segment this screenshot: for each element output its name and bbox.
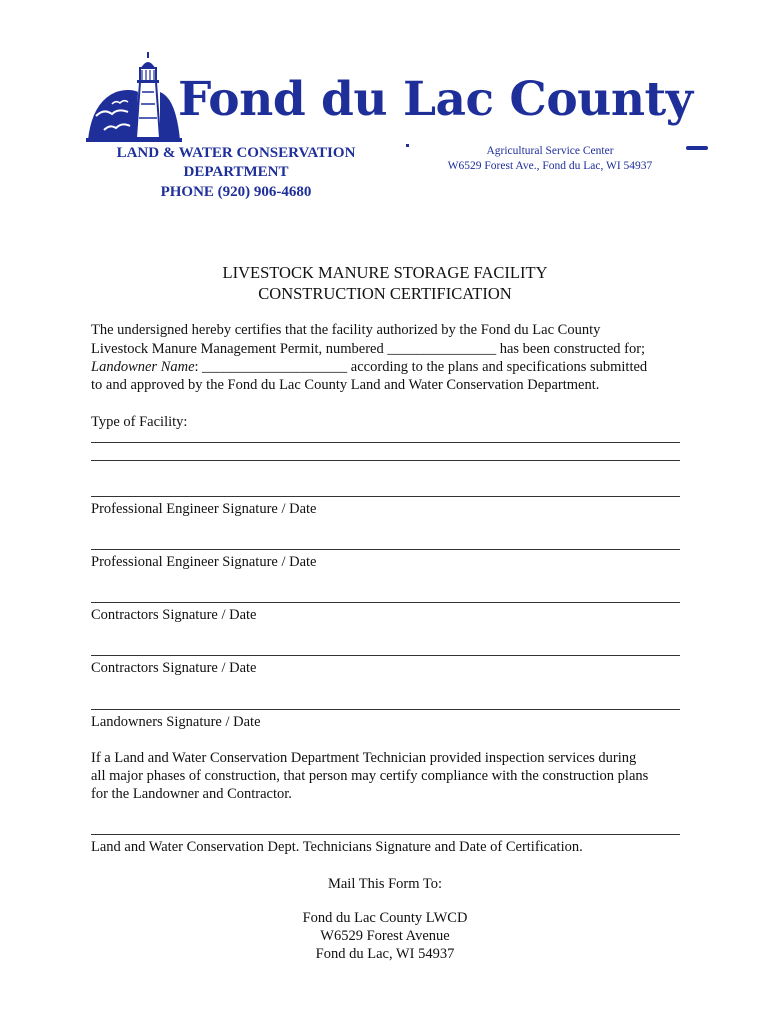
- certification-line-1: The undersigned hereby certifies that the facility authorized by the Fond du Lac County: [91, 322, 601, 338]
- certification-line-3: [91, 358, 647, 377]
- mail-address-line-3: Fond du Lac, WI 54937: [315, 946, 455, 962]
- facility-type-label: Type of Facility:: [91, 414, 188, 430]
- contractor-signature-line-1[interactable]: [91, 602, 680, 603]
- decorative-dot: [406, 144, 409, 147]
- technician-signature-label: Land and Water Conservation Dept. Technicians Signature and Date of Certification.: [91, 839, 583, 855]
- certification-line-4: to and approved by the Fond du Lac County Land and Water Conservation Department.: [91, 377, 600, 393]
- contractor-signature-line-2[interactable]: [91, 655, 680, 656]
- technician-note-line-3: for the Landowner and Contractor.: [91, 786, 292, 802]
- pe-signature-line-1[interactable]: [91, 496, 680, 497]
- department-name-cont: DEPARTMENT: [183, 164, 289, 180]
- facility-type-line-1[interactable]: [91, 442, 680, 443]
- pe-signature-label-2: Professional Engineer Signature / Date: [91, 554, 317, 570]
- document-title: LIVESTOCK MANURE STORAGE FACILITY: [222, 263, 548, 282]
- department-name: LAND & WATER CONSERVATION: [116, 145, 356, 161]
- department-phone: PHONE (920) 906-4680: [160, 184, 312, 200]
- technician-signature-line[interactable]: [91, 834, 680, 835]
- mail-address-line-2: W6529 Forest Avenue: [320, 928, 450, 944]
- technician-note-line-1: If a Land and Water Conservation Department Technician provided inspection services during: [91, 750, 637, 766]
- contractor-signature-label-1: Contractors Signature / Date: [91, 607, 257, 623]
- landowner-name-label: Landowner Name: [91, 359, 195, 375]
- technician-note-line-2: all major phases of construction, that person may certify compliance with the construction plans: [91, 768, 649, 784]
- county-name: Fond du Lac County: [178, 72, 693, 127]
- landowner-name-field[interactable]: : ____________________ according to the plans and specifications submitted: [194, 359, 648, 375]
- mail-heading: Mail This Form To:: [327, 876, 443, 892]
- address-center: Agricultural Service Center: [486, 145, 614, 157]
- document-subtitle: CONSTRUCTION CERTIFICATION: [258, 284, 512, 303]
- decorative-dash: [686, 146, 708, 150]
- landowner-signature-line[interactable]: [91, 709, 680, 710]
- certification-line-2: Livestock Manure Management Permit, numbered _______________ has been constructed for;: [91, 341, 646, 357]
- contractor-signature-label-2: Contractors Signature / Date: [91, 660, 257, 676]
- lighthouse-logo-icon: [86, 52, 182, 144]
- mail-address-line-1: Fond du Lac County LWCD: [302, 910, 468, 926]
- pe-signature-line-2[interactable]: [91, 549, 680, 550]
- landowner-signature-label: Landowners Signature / Date: [91, 714, 261, 730]
- facility-type-line-2[interactable]: [91, 460, 680, 461]
- pe-signature-label-1: Professional Engineer Signature / Date: [91, 501, 317, 517]
- address-street: W6529 Forest Ave., Fond du Lac, WI 54937: [447, 160, 653, 172]
